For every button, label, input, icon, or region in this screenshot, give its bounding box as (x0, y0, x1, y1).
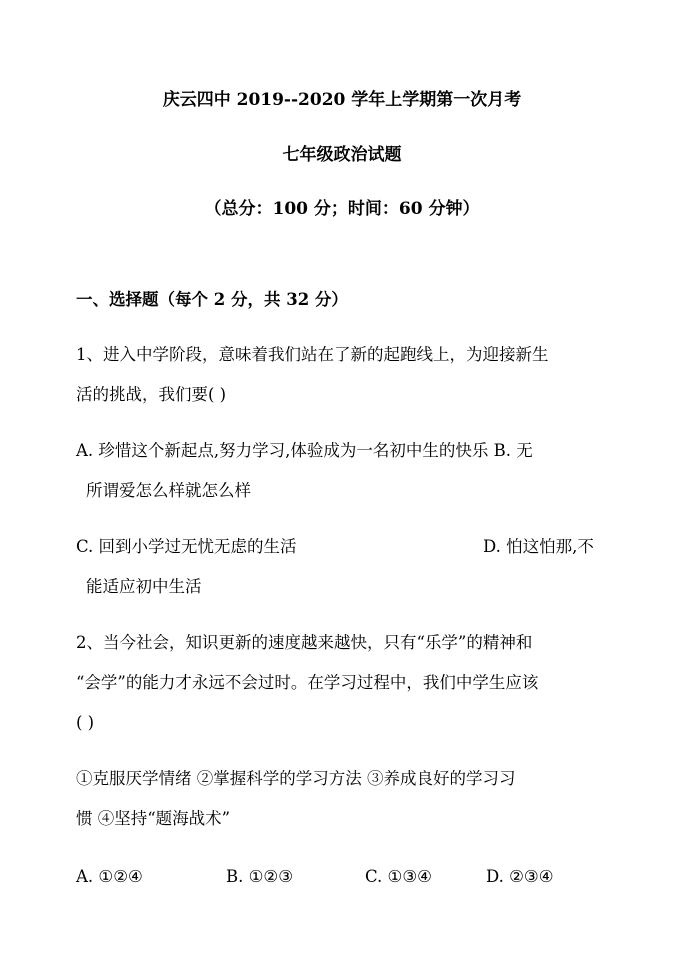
q2-items-line-2: 惯 ④坚持“题海战术” (76, 809, 231, 828)
score-time: （总分：100 分；时间：60 分钟） (204, 199, 480, 219)
q2-items-line-1: ①克服厌学情绪 ②掌握科学的学习方法 ③养成良好的学习习 (76, 769, 516, 788)
q2-option-b: B. ①②③ (226, 867, 293, 886)
q1-option-d: D. 怕这怕那,不 (483, 537, 594, 556)
q1-stem-line-1: 1、进入中学阶段，意味着我们站在了新的起跑线上，为迎接新生 (76, 345, 549, 364)
q2-stem-line-2: “会学”的能力才永远不会过时。在学习过程中，我们中学生应该 (76, 673, 539, 692)
q1-option-c: C. 回到小学过无忧无虑的生活 (76, 537, 297, 556)
q2-stem-line-3: ( ) (76, 713, 95, 732)
q2-option-a: A. ①②④ (76, 867, 143, 886)
section-heading: 一、选择题（每个 2 分，共 32 分） (76, 290, 348, 309)
q2-option-c: C. ①③④ (365, 867, 432, 886)
q2-option-d: D. ②③④ (486, 867, 554, 886)
q1-stem-line-2: 活的挑战，我们要( ) (76, 385, 227, 404)
q1-option-a-b: A. 珍惜这个新起点,努力学习,体验成为一名初中生的快乐 B. 无 (76, 441, 533, 460)
subject-title: 七年级政治试题 (282, 145, 402, 165)
q2-stem-line-1: 2、当今社会，知识更新的速度越来越快，只有“乐学”的精神和 (76, 633, 533, 652)
q1-option-b-cont: 所谓爱怎么样就怎么样 (86, 481, 251, 500)
exam-title: 庆云四中 2019--2020 学年上学期第一次月考 (162, 90, 522, 110)
q1-option-d-cont: 能适应初中生活 (86, 577, 202, 596)
